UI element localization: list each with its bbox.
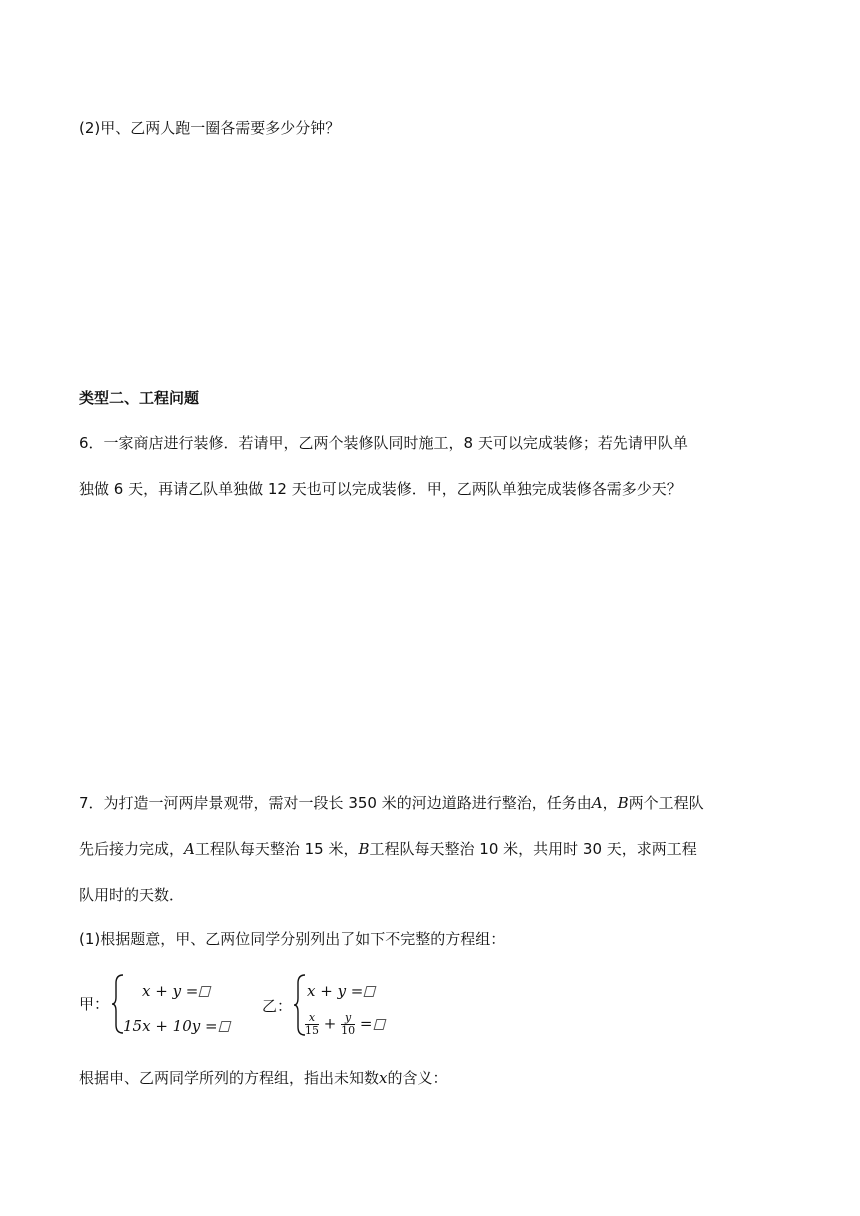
var-b: B [617, 794, 629, 812]
yi-equation-2: $\frac{x}{15}$ + $\frac{y}{10}$ = [305, 1012, 385, 1037]
placeholder-box-icon [199, 986, 212, 997]
q7-part1: (1)根据题意，甲、乙两位同学分别列出了如下不完整的方程组： [79, 930, 506, 948]
fraction-x-15: $\frac{x}{15}$ [305, 1011, 319, 1037]
placeholder-box-icon [218, 1021, 231, 1032]
q5-part2: (2)甲、乙两人跑一圈各需要多少分钟？ [79, 119, 341, 137]
var-b: B [358, 840, 370, 858]
fraction-y-10: $\frac{y}{10}$ [341, 1011, 356, 1037]
jia-equation-1: x + y = [142, 982, 210, 1000]
var-a: A [591, 794, 603, 812]
q7-line1-text-a: 7．为打造一河两岸景观带，需对一段长 350 米的河边道路进行整治，任务由 [79, 794, 592, 812]
q7-line2 [79, 839, 697, 859]
q7-line1 [79, 793, 704, 813]
yi-equation-1: x + y = [307, 982, 375, 1000]
q6-line1: 6．一家商店进行装修．若请甲，乙两个装修队同时施工，8 天可以完成装修；若先请甲队单 [79, 434, 688, 452]
yi-label: 乙： [262, 997, 293, 1015]
q6-line2: 独做 6 天，再请乙队单独做 12 天也可以完成装修．甲，乙两队单独完成装修各需多少天？ [79, 480, 682, 498]
q7-line3: 队用时的天数． [79, 886, 185, 904]
q7-line2-text-c: 工程队每天整治 10 米，共用时 30 天，求两工程 [369, 840, 697, 858]
q7-question: 根据申、乙两同学所列的方程组，指出未知数x的含义： [79, 1069, 448, 1087]
placeholder-box-icon [364, 986, 377, 997]
placeholder-box-icon [373, 1019, 386, 1030]
jia-equation-2: 15x + 10y = [123, 1017, 230, 1035]
var-x: x [379, 1069, 388, 1087]
section-title: 类型二、工程问题 [79, 389, 200, 407]
jia-label: 甲： [79, 995, 110, 1013]
q7-line2-text-b: 工程队每天整治 15 米， [194, 840, 359, 858]
separator: ， [602, 794, 618, 812]
var-a: A [184, 840, 195, 858]
q7-line1-text-b: 两个工程队 [628, 794, 704, 812]
q7-line2-text-a: 先后接力完成， [79, 840, 185, 858]
